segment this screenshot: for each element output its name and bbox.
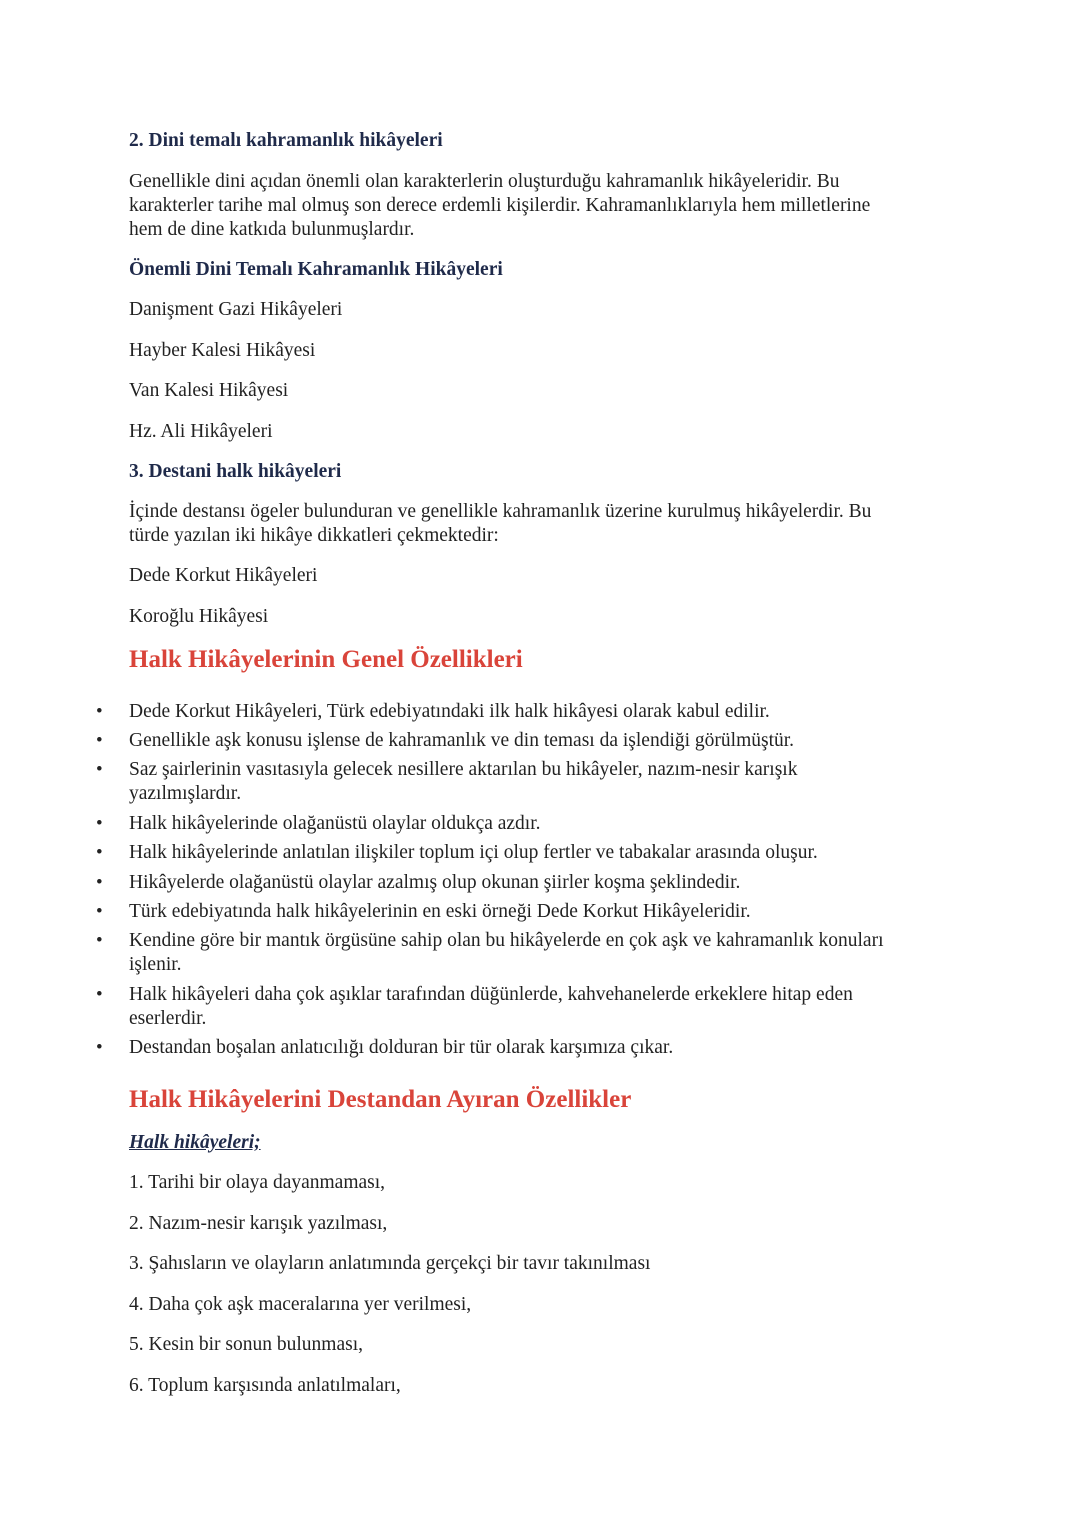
bullet-dot: • xyxy=(96,901,103,922)
bullet-dot: • xyxy=(96,1037,103,1058)
subtitle-halk-hikayeleri: Halk hikâyeleri; xyxy=(129,1132,261,1153)
bullet-item: Hikâyelerde olağanüstü olaylar azalmış olup okunan şiirler koşma şeklindedir. xyxy=(129,872,741,893)
bullet-item-continued: yazılmışlardır. xyxy=(129,783,242,804)
paragraph-line: türde yazılan iki hikâye dikkatleri çekmektedir: xyxy=(129,525,499,546)
bullet-dot: • xyxy=(96,759,103,780)
bullet-item: Halk hikâyeleri daha çok aşıklar tarafından düğünlerde, kahvehanelerde erkeklere hitap eden xyxy=(129,984,853,1005)
bullet-dot: • xyxy=(96,701,103,722)
paragraph-line: Genellikle dini açıdan önemli olan karakterlerin oluşturduğu kahramanlık hikâyeleridir. Bu xyxy=(129,171,840,192)
bullet-item: Halk hikâyelerinde olağanüstü olaylar oldukça azdır. xyxy=(129,813,541,834)
bullet-item-continued: eserlerdir. xyxy=(129,1008,207,1029)
bullet-dot: • xyxy=(96,930,103,951)
bullet-dot: • xyxy=(96,730,103,751)
numbered-item: 6. Toplum karşısında anlatılmaları, xyxy=(129,1375,401,1396)
numbered-item: 2. Nazım-nesir karışık yazılması, xyxy=(129,1213,388,1234)
list-item: Dede Korkut Hikâyeleri xyxy=(129,565,318,586)
bullet-item: Türk edebiyatında halk hikâyelerinin en eski örneği Dede Korkut Hikâyeleridir. xyxy=(129,901,751,922)
subheading-onemli: Önemli Dini Temalı Kahramanlık Hikâyeleri xyxy=(129,259,503,280)
bullet-item: Genellikle aşk konusu işlense de kahramanlık ve din teması da işlendiği görülmüştür. xyxy=(129,730,795,751)
paragraph-line: hem de dine katkıda bulunmuşlardır. xyxy=(129,219,415,240)
bullet-dot: • xyxy=(96,984,103,1005)
bullet-dot: • xyxy=(96,872,103,893)
bullet-item: Halk hikâyelerinde anlatılan ilişkiler toplum içi olup fertler ve tabakalar arasında oluşur. xyxy=(129,842,818,863)
section-title-difference: Halk Hikâyelerini Destandan Ayıran Özellikler xyxy=(129,1086,632,1113)
section-heading-destani: 3. Destani halk hikâyeleri xyxy=(129,461,342,482)
bullet-dot: • xyxy=(96,842,103,863)
bullet-item: Saz şairlerinin vasıtasıyla gelecek nesillere aktarılan bu hikâyeler, nazım-nesir karışık xyxy=(129,759,798,780)
numbered-item: 4. Daha çok aşk maceralarına yer verilmesi, xyxy=(129,1294,472,1315)
bullet-item: Kendine göre bir mantık örgüsüne sahip olan bu hikâyelerde en çok aşk ve kahramanlık konuları xyxy=(129,930,884,951)
section-title-general: Halk Hikâyelerinin Genel Özellikleri xyxy=(129,646,523,673)
numbered-item: 1. Tarihi bir olaya dayanmaması, xyxy=(129,1172,386,1193)
section-heading-dini: 2. Dini temalı kahramanlık hikâyeleri xyxy=(129,130,443,151)
paragraph-line: karakterler tarihe mal olmuş son derece erdemli kişilerdir. Kahramanlıklarıyla hem milletlerine xyxy=(129,195,871,216)
bullet-dot: • xyxy=(96,813,103,834)
bullet-item: Destandan boşalan anlatıcılığı dolduran bir tür olarak karşımıza çıkar. xyxy=(129,1037,674,1058)
list-item: Van Kalesi Hikâyesi xyxy=(129,380,289,401)
list-item: Hz. Ali Hikâyeleri xyxy=(129,421,273,442)
bullet-item: Dede Korkut Hikâyeleri, Türk edebiyatındaki ilk halk hikâyesi olarak kabul edilir. xyxy=(129,701,770,722)
numbered-item: 5. Kesin bir sonun bulunması, xyxy=(129,1334,363,1355)
paragraph-line: İçinde destansı ögeler bulunduran ve genellikle kahramanlık üzerine kurulmuş hikâyelerdir. Bu xyxy=(129,501,872,522)
list-item: Koroğlu Hikâyesi xyxy=(129,606,269,627)
list-item: Danişment Gazi Hikâyeleri xyxy=(129,299,343,320)
list-item: Hayber Kalesi Hikâyesi xyxy=(129,340,316,361)
bullet-item-continued: işlenir. xyxy=(129,954,182,975)
numbered-item: 3. Şahısların ve olayların anlatımında gerçekçi bir tavır takınılması xyxy=(129,1253,651,1274)
